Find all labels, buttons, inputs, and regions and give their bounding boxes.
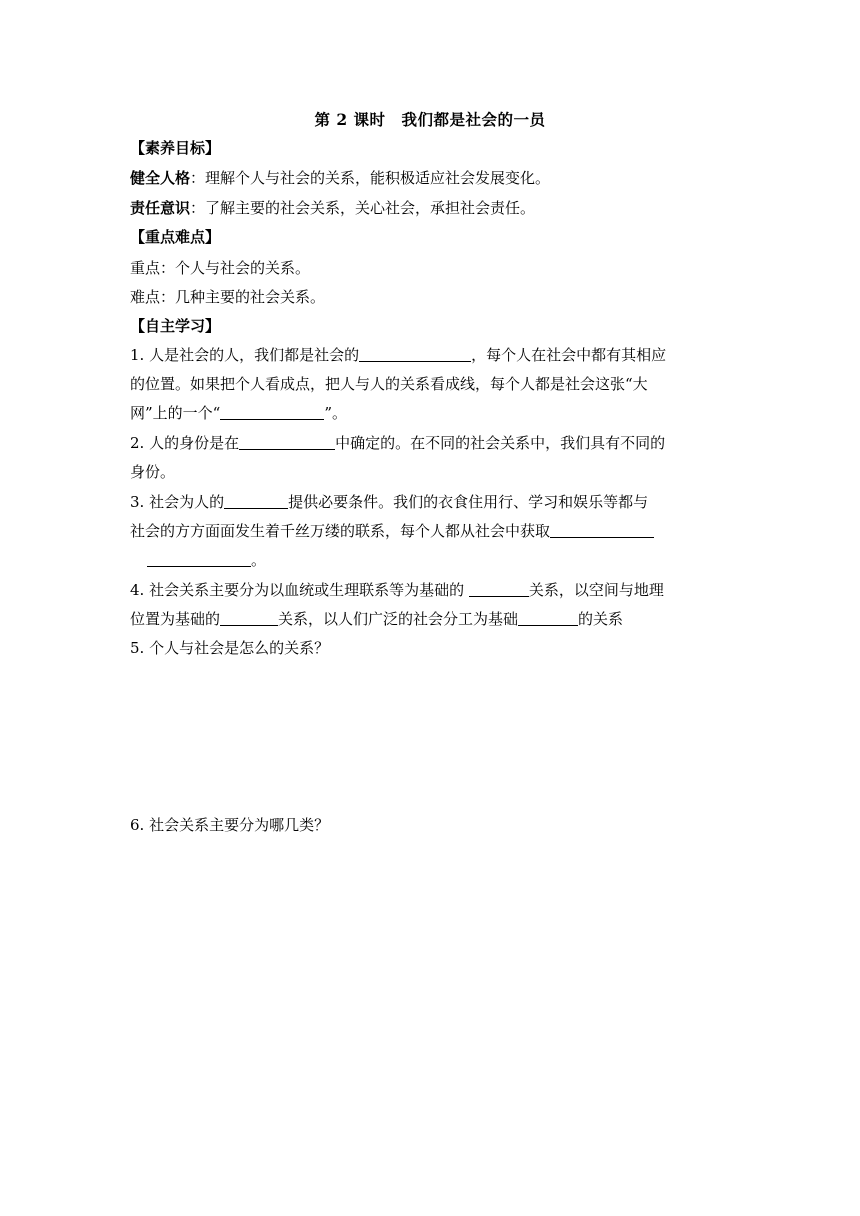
q4-blank-2[interactable]	[220, 609, 278, 626]
question-2-line-2: 身份。	[130, 463, 176, 481]
q1-text-d: 网”上的一个“	[130, 404, 221, 422]
goal-line-2	[130, 195, 535, 221]
section-header-goals: 【素养目标】	[130, 139, 221, 157]
q4-text-c: 位置为基础的	[130, 610, 221, 628]
key-point-line: 重点：个人与社会的关系。	[130, 259, 311, 277]
q3-text-c: 社会的方方面面发生着千丝万缕的联系，每个人都从社会中获取	[130, 522, 551, 540]
q4-text-d: 关系，以人们广泛的社会分工为基础	[278, 610, 519, 628]
goal-2-text: ：了解主要的社会关系，关心社会，承担社会责任。	[190, 199, 536, 217]
question-1-line-3	[130, 400, 347, 426]
q1-blank-2[interactable]	[220, 403, 324, 420]
section-header-self-study: 【自主学习】	[130, 317, 221, 335]
q4-blank-1[interactable]	[469, 580, 529, 597]
q1-text-b: ，每个人在社会中都有其相应	[471, 346, 667, 364]
goal-1-label: 健全人格	[130, 169, 191, 187]
q1-blank-1[interactable]	[359, 345, 471, 362]
q2-text-b: 中确定的。在不同的社会关系中，我们具有不同的	[335, 434, 666, 452]
q2-blank[interactable]	[239, 433, 335, 450]
page-title: 第 2 课时 我们都是社会的一员	[314, 110, 546, 129]
question-3-line-2	[130, 518, 654, 544]
section-header-key: 【重点难点】	[130, 228, 221, 246]
question-6: 6. 社会关系主要分为哪几类？	[130, 816, 330, 834]
q4-text-e: 的关系	[578, 610, 624, 628]
goal-1-text: ：理解个人与社会的关系，能积极适应社会发展变化。	[190, 169, 551, 187]
q3-blank-2-cont[interactable]	[147, 550, 251, 567]
q3-text-d: 。	[251, 551, 267, 569]
question-4-line-2	[130, 606, 623, 632]
goal-line-1	[130, 165, 550, 191]
question-1-line-1	[130, 342, 666, 368]
question-5: 5. 个人与社会是怎么的关系？	[130, 639, 330, 657]
goal-2-label: 责任意识	[130, 199, 191, 217]
q3-text-a: 3. 社会为人的	[130, 493, 225, 511]
question-3-line-1	[130, 489, 648, 515]
question-1-line-2: 的位置。如果把个人看成点，把人与人的关系看成线，每个人都是社会这张“大	[130, 375, 648, 393]
difficulty-line: 难点：几种主要的社会关系。	[130, 288, 326, 306]
q3-text-b: 提供必要条件。我们的衣食住用行、学习和娱乐等都与	[288, 493, 649, 511]
q4-text-b: 关系，以空间与地理	[528, 581, 664, 599]
q2-text-a: 2. 人的身份是在	[130, 434, 240, 452]
q4-text-a: 4. 社会关系主要分为以血统或生理联系等为基础的	[130, 581, 469, 599]
q3-blank-2[interactable]	[550, 521, 654, 538]
q1-text-a: 1. 人是社会的人，我们都是社会的	[130, 346, 360, 364]
q1-text-e: ”。	[324, 404, 348, 422]
q3-blank-1[interactable]	[224, 492, 288, 509]
question-4-line-1	[130, 577, 664, 603]
question-3-line-3	[147, 547, 266, 573]
question-2-line-1	[130, 430, 665, 456]
q4-blank-3[interactable]	[518, 609, 578, 626]
